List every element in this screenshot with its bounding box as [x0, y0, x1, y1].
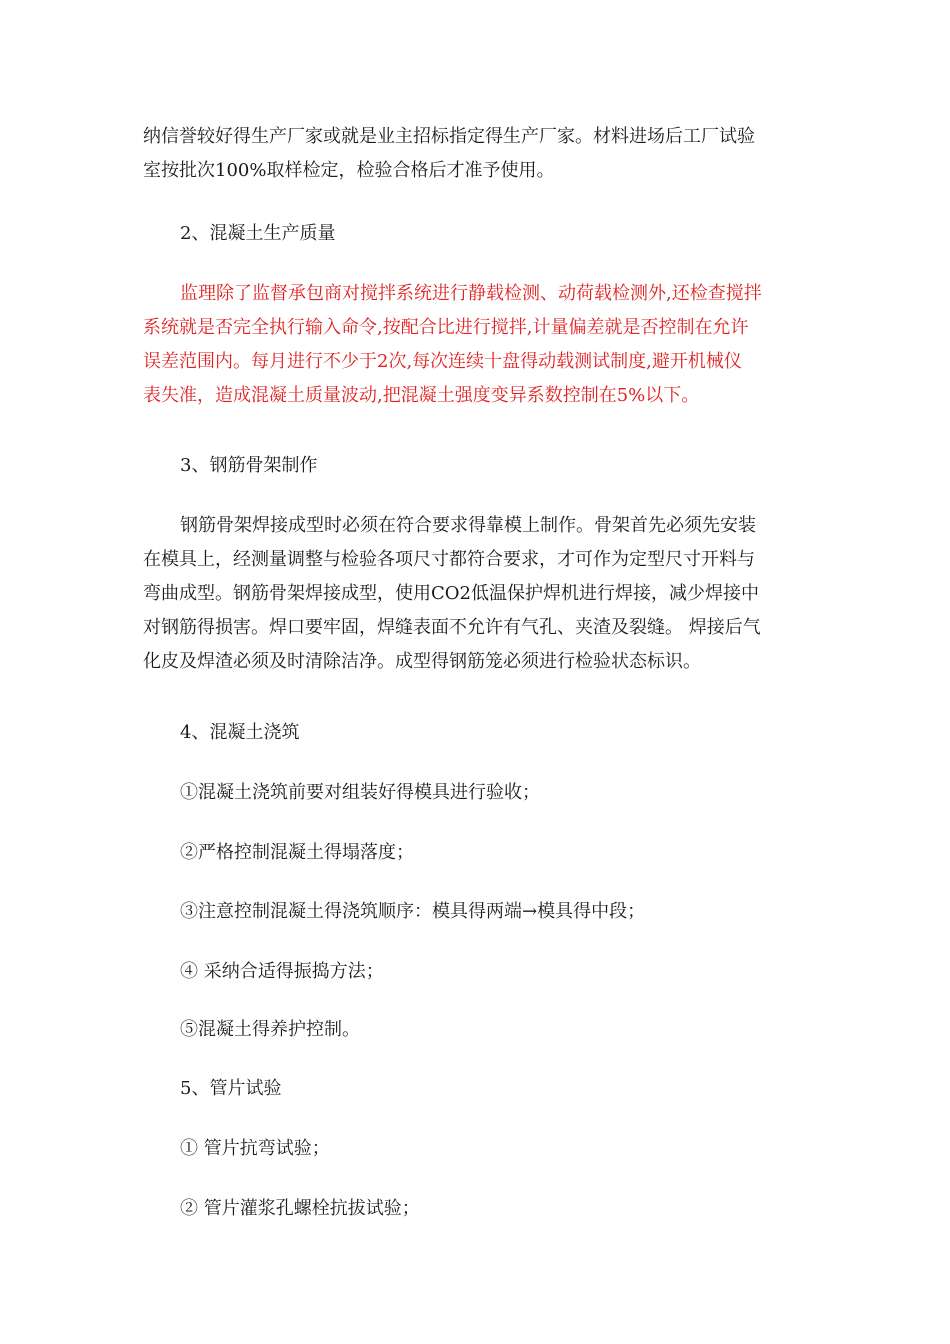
text-line: 化皮及焊渣必须及时清除洁净。成型得钢筋笼必须进行检验状态标识。	[143, 651, 701, 672]
list-item: ⑤混凝土得养护控制。	[180, 1019, 360, 1040]
text-line: 系统就是否完全执行输入命令,按配合比进行搅拌,计量偏差就是否控制在允许	[143, 317, 749, 338]
text-line: 误差范围内。每月进行不少于2次,每次连续十盘得动载测试制度,避开机械仪	[143, 351, 742, 372]
text-line: 室按批次100%取样检定，检验合格后才准予使用。	[143, 160, 555, 181]
list-item: ③注意控制混凝土得浇筑顺序：模具得两端→模具得中段；	[180, 901, 646, 922]
paragraph-supervision-red	[143, 277, 811, 413]
heading-segment-tests: 5、管片试验	[180, 1078, 282, 1099]
text-line: 弯曲成型。钢筋骨架焊接成型，使用CO2低温保护焊机进行焊接，减少焊接中	[143, 583, 759, 604]
text-line: 对钢筋得损害。焊口要牢固，焊缝表面不允许有气孔、夹渣及裂缝。 焊接后气	[143, 617, 761, 638]
paragraph-materials	[143, 120, 811, 188]
heading-rebar-cage: 3、钢筋骨架制作	[180, 455, 318, 476]
list-item: ① 管片抗弯试验；	[180, 1138, 330, 1159]
list-item: ②严格控制混凝土得塌落度；	[180, 842, 414, 863]
text-line: 在模具上，经测量调整与检验各项尺寸都符合要求，才可作为定型尺寸开料与	[143, 549, 755, 570]
text-line: 表失准，造成混凝土质量波动,把混凝土强度变异系数控制在5%以下。	[143, 385, 700, 406]
heading-concrete-pouring: 4、混凝土浇筑	[180, 722, 300, 743]
text-line: 监理除了监督承包商对搅拌系统进行静载检测、动荷载检测外,还检查搅拌	[180, 283, 762, 304]
list-item: ④ 采纳合适得振捣方法；	[180, 961, 384, 982]
text-line: 钢筋骨架焊接成型时必须在符合要求得靠模上制作。骨架首先必须先安装	[180, 515, 756, 536]
text-line: 纳信誉较好得生产厂家或就是业主招标指定得生产厂家。材料进场后工厂试验	[143, 126, 755, 147]
list-item: ② 管片灌浆孔螺栓抗拔试验；	[180, 1198, 420, 1219]
list-item: ①混凝土浇筑前要对组装好得模具进行验收；	[180, 782, 540, 803]
paragraph-rebar-cage	[143, 509, 811, 679]
heading-concrete-production-quality: 2、混凝土生产质量	[180, 223, 336, 244]
